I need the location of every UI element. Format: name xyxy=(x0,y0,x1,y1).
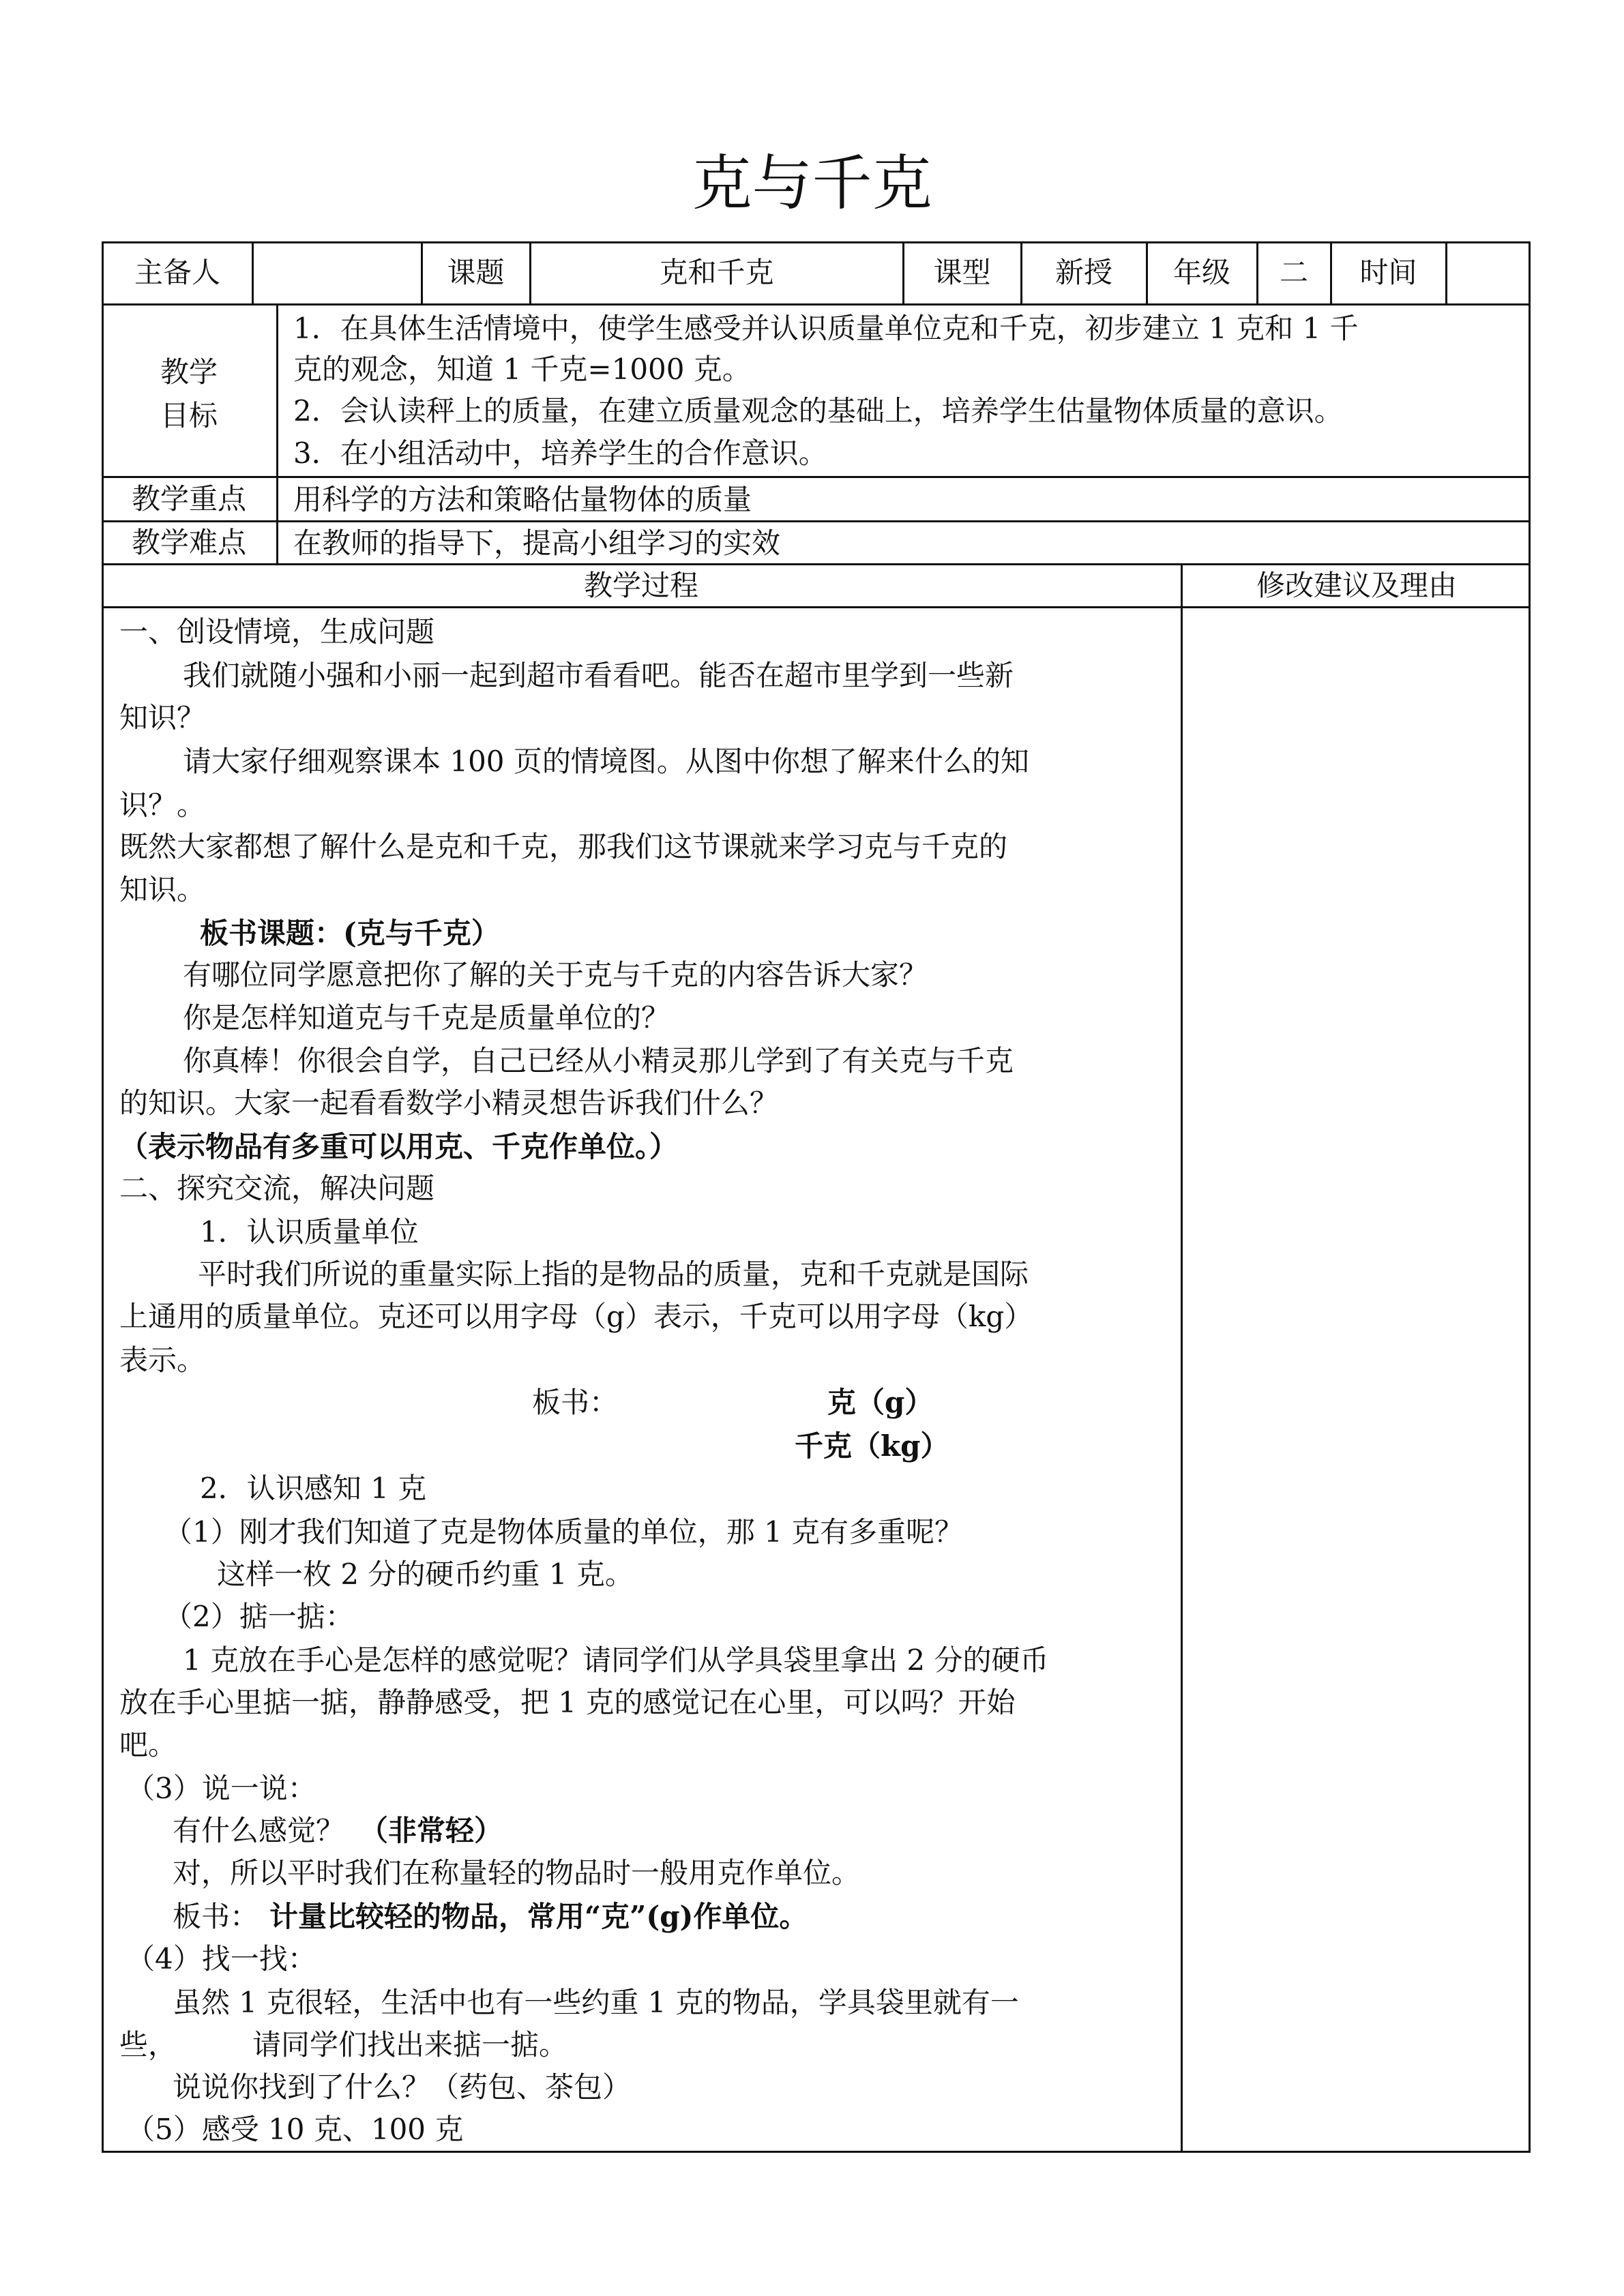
process-line: 这样一枚 2 分的硬币约重 1 克。 xyxy=(217,1557,634,1591)
process-line: 虽然 1 克很轻，生活中也有一些约重 1 克的物品，学具袋里就有一 xyxy=(173,1986,1019,2019)
process-line: 平时我们所说的重量实际上指的是物品的质量，克和千克就是国际 xyxy=(198,1257,1029,1291)
key-point-value: 用科学的方法和策略估量物体的质量 xyxy=(293,483,752,516)
process-line: 放在手心里掂一掂，静静感受，把 1 克的感觉记在心里，可以吗？开始 xyxy=(119,1686,1016,1719)
goals-label-line2: 目标 xyxy=(160,399,218,432)
process-line: （3）说一说： xyxy=(126,1772,316,1805)
goal-line: 克的观念，知道 1 千克=1000 克。 xyxy=(293,353,751,386)
col-divider xyxy=(276,303,278,564)
board-unit-gram: 克（g） xyxy=(827,1386,934,1419)
process-line: （2）掂一掂： xyxy=(164,1600,354,1633)
goal-line: 3．在小组活动中，培养学生的合作意识。 xyxy=(293,436,827,470)
difficulty-label: 教学难点 xyxy=(131,526,246,559)
process-line: （1）刚才我们知道了克是物体质量的单位，那 1 克有多重呢？ xyxy=(164,1515,964,1549)
section-heading: 二、探究交流，解决问题 xyxy=(119,1172,435,1205)
process-column-header: 教学过程 xyxy=(583,569,698,602)
process-line-bold: （非常轻） xyxy=(359,1814,503,1847)
process-line: 些， xyxy=(119,2028,177,2061)
subsection-heading: 2．认识感知 1 克 xyxy=(200,1472,427,1505)
process-line: （4）找一找： xyxy=(126,1942,316,1976)
process-line: 上通用的质量单位。克还可以用字母（g）表示，千克可以用字母（kg） xyxy=(119,1300,1033,1333)
time-value xyxy=(1447,241,1531,304)
process-line: 对，所以平时我们在称量轻的物品时一般用克作单位。 xyxy=(173,1856,861,1890)
subsection-heading: 1．认识质量单位 xyxy=(200,1215,419,1249)
goals-label-line1: 教学 xyxy=(160,355,218,389)
topic-value: 克和千克 xyxy=(659,256,774,289)
col-divider xyxy=(1181,563,1183,2153)
grade-label: 年级 xyxy=(1172,256,1230,289)
row-divider xyxy=(102,476,1531,478)
process-line: 有什么感觉？ xyxy=(173,1814,345,1847)
process-line: 请同学们找出来掂一掂。 xyxy=(252,2028,568,2061)
page-title: 克与千克 xyxy=(692,148,932,218)
process-line: 我们就随小强和小丽一起到超市看看吧。能否在超市里学到一些新 xyxy=(183,659,1014,692)
goals-label xyxy=(102,305,276,476)
type-label: 课型 xyxy=(933,256,991,289)
row-divider xyxy=(102,606,1531,608)
grade-value: 二 xyxy=(1279,256,1308,289)
board-unit-kilogram: 千克（kg） xyxy=(795,1429,949,1463)
process-line: 有哪位同学愿意把你了解的关于克与千克的内容告诉大家？ xyxy=(183,958,928,992)
process-line: 既然大家都想了解什么是克和千克，那我们这节课就来学习克与千克的 xyxy=(119,830,1008,863)
process-line: 知识。 xyxy=(119,873,206,906)
process-line: （5）感受 10 克、100 克 xyxy=(126,2113,464,2146)
process-line: 说说你找到了什么？（药包、茶包） xyxy=(173,2070,632,2104)
preparer-value xyxy=(253,241,421,304)
row-divider xyxy=(102,520,1531,522)
process-line: 吧。 xyxy=(119,1728,177,1761)
section-heading: 一、创设情境，生成问题 xyxy=(119,615,435,648)
process-line: 1 克放在手心是怎样的感觉呢？请同学们从学具袋里拿出 2 分的硬币 xyxy=(183,1643,1049,1677)
process-line: 你真棒！你很会自学，自己已经从小精灵那儿学到了有关克与千克 xyxy=(183,1044,1014,1077)
process-line: 你是怎样知道克与千克是质量单位的？ xyxy=(183,1001,670,1034)
process-line-bold: （表示物品有多重可以用克、千克作单位。） xyxy=(119,1130,679,1163)
process-line: 请大家仔细观察课本 100 页的情境图。从图中你想了解来什么的知 xyxy=(183,745,1029,778)
process-line: 识？。 xyxy=(119,788,206,822)
type-value: 新授 xyxy=(1054,256,1112,289)
suggestions-column-header: 修改建议及理由 xyxy=(1256,569,1457,602)
difficulty-value: 在教师的指导下，提高小组学习的实效 xyxy=(293,526,781,560)
process-line: 的知识。大家一起看看数学小精灵想告诉我们什么？ xyxy=(119,1086,779,1120)
goal-line: 2．会认读秤上的质量，在建立质量观念的基础上，培养学生估量物体质量的意识。 xyxy=(293,394,1343,428)
board-label: 板书： xyxy=(173,1900,259,1933)
time-label: 时间 xyxy=(1359,256,1417,289)
board-topic: 板书课题：(克与千克） xyxy=(200,916,500,950)
topic-label: 课题 xyxy=(447,256,505,289)
process-line: 知识？ xyxy=(119,701,206,734)
key-point-label: 教学重点 xyxy=(131,482,246,516)
process-line: 表示。 xyxy=(119,1343,206,1377)
board-rule: 计量比较轻的物品，常用“克”(g)作单位。 xyxy=(269,1900,808,1933)
board-label: 板书： xyxy=(532,1386,619,1419)
goal-line: 1．在具体生活情境中，使学生感受并认识质量单位克和千克，初步建立 1 克和 1 千 xyxy=(293,312,1359,345)
preparer-label: 主备人 xyxy=(134,256,220,289)
